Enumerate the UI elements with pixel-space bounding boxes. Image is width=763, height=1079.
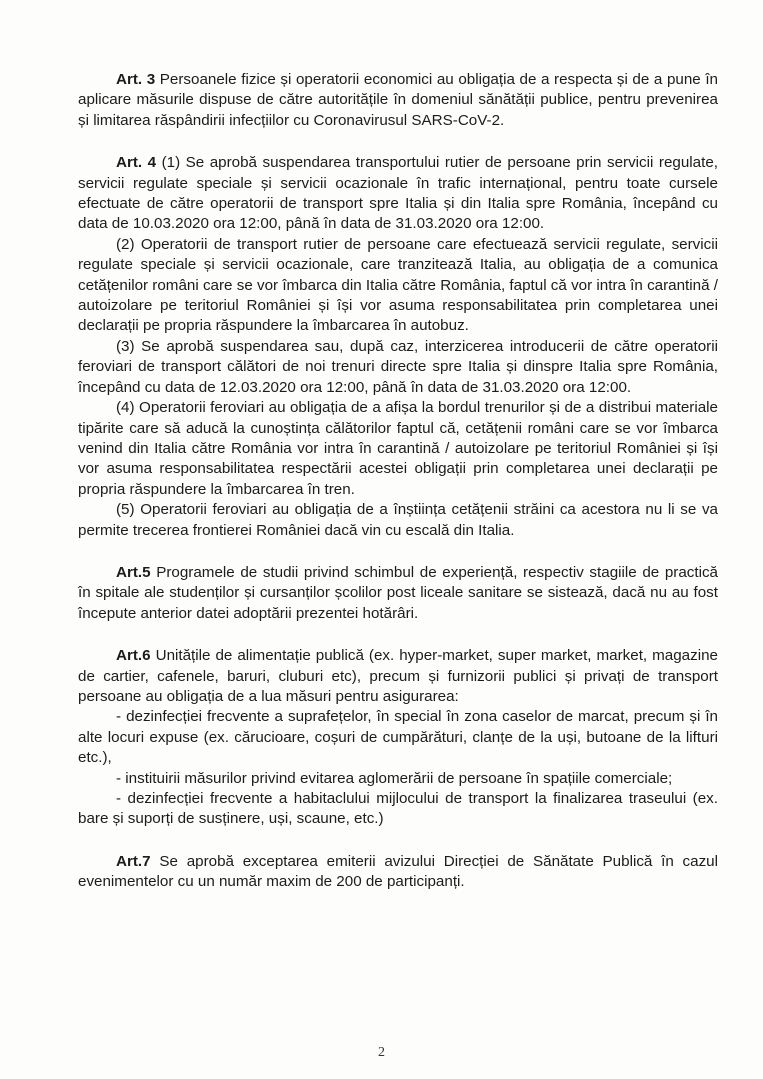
article-4-p1-number: (1) [156, 154, 181, 172]
page-number: 2 [378, 1045, 385, 1060]
article-4-paragraph-3 [78, 337, 718, 398]
document-body [78, 70, 718, 893]
article-4-p5-text: Operatorii feroviari au obligația de a înștiința cetățenii străini ca acestora nu li se va permite trecerea frontierei României dacă vin cu escală din Italia. [78, 501, 718, 539]
article-3-text: Persoanele fizice și operatorii economici au obligația de a respecta și de a pune în aplicare măsurile dispuse de către autoritățile în domeniul sănătății publice, pentru prevenirea și limitarea răspândirii infecțiilor cu Coronavirusul SARS-CoV-2. [78, 71, 718, 129]
article-5-label: Art.5 [116, 563, 151, 581]
article-4-paragraph-2 [78, 235, 718, 337]
article-4-label: Art. 4 [116, 154, 157, 172]
article-4-p3-number: (3) [116, 337, 135, 355]
article-4-p2-text: Operatorii de transport rutier de persoane care efectuează servicii regulate, servicii regulate speciale și servicii ocazionale, care tranzitează Italia, au obligația de a comunica cetățenilor români care se vor îmbarca din Italia către România, faptul că vor intra în carantină / autoizolare pe teritoriul României și își vor asuma responsabilitatea prin completarea unei declarații pe propria răspundere la îmbarcarea în autobuz. [78, 235, 718, 335]
article-6 [78, 646, 718, 707]
article-7-text: Se aprobă exceptarea emiterii avizului Direcției de Sănătate Publică în cazul evenimentelor cu un număr maxim de 200 de participanți. [78, 852, 718, 891]
article-3-label: Art. 3 [116, 71, 156, 88]
article-7 [78, 852, 718, 893]
article-6-item: - dezinfecției frecvente a habitaclului mijlocului de transport la finalizarea traseului (ex. bare și suporți de susținere, uși, scaune, etc.) [78, 790, 718, 828]
article-4-p5-number: (5) [116, 501, 135, 519]
article-4-p2-number: (2) [116, 235, 135, 253]
article-3 [78, 70, 718, 131]
article-6-label: Art.6 [116, 647, 151, 665]
article-4-p1-text: Se aprobă suspendarea transportului rutier de persoane prin servicii regulate, servicii regulate speciale și servicii ocazionale în trafic internațional, pentru toate cursele efectuate de către operatorii de transport spre Italia și din Italia spre România, începând cu data de 10.03.2020 ora 12:00, până în data de 31.03.2020 ora 12:00. [78, 154, 718, 233]
article-6-item: - instituirii măsurilor privind evitarea aglomerării de persoane în spațiile comerciale; [116, 769, 673, 787]
article-4-p3-text: Se aprobă suspendarea sau, după caz, interzicerea introducerii de către operatorii feroviari de transport călători de noi trenuri directe spre Italia și dinspre Italia spre România, începând cu data de 12.03.2020 ora 12:00, până în data de 31.03.2020 ora 12:00. [78, 337, 718, 396]
article-7-label: Art.7 [116, 852, 151, 870]
article-4-paragraph-4 [78, 398, 718, 500]
article-4-p4-number: (4) [116, 399, 135, 417]
article-4-paragraph-1 [78, 153, 718, 235]
article-6-item: - dezinfecției frecvente a suprafețelor, în special în zona caselor de marcat, precum și în alte locuri expuse (ex. cărucioare, coșuri de cumpărături, clanțe de la uși, butoane de la lifturi etc.), [78, 708, 718, 767]
article-6-text: Unitățile de alimentație publică (ex. hyper-market, super market, market, magazine de cartier, cafenele, baruri, cluburi etc), precum și furnizorii publici și privați de transport persoane au obligația de a lua măsuri pentru asigurarea: [78, 647, 718, 705]
article-4-p4-text: Operatorii feroviari au obligația de a afișa la bordul trenurilor și de a distribui materiale tipărite care să aducă la cunoștința călătorilor faptul că, cetățenii români care se vor îmbarca venind din Italia către România vor intra în carantină / autoizolare pe teritoriul României și își vor asuma responsabilitatea respectării acestei obligații prin completarea unei declarații pe propria răspundere la îmbarcarea în tren. [78, 399, 718, 498]
article-5 [78, 563, 718, 624]
article-4-paragraph-5 [78, 500, 718, 541]
article-5-text: Programele de studii privind schimbul de experiență, respectiv stagiile de practică în spitale ale studenților și cursanților școlilor post liceale sanitare se sistează, dacă nu au fost începute anterior datei adoptării prezentei hotărâri. [78, 563, 718, 622]
